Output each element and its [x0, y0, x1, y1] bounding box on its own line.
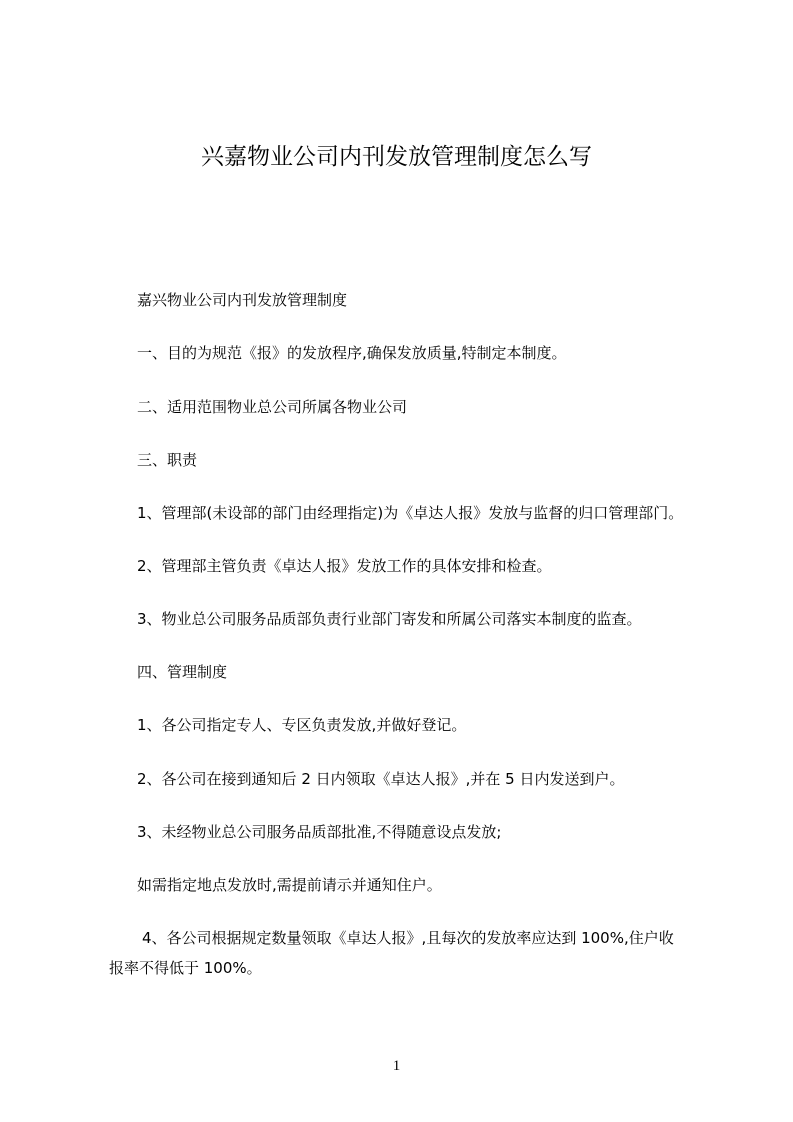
- page-number: 1: [392, 1058, 401, 1074]
- rule-item-2: 2、各公司在接到通知后 2 日内领取《卓达人报》,并在 5 日内发送到户。: [137, 770, 625, 788]
- rule-item-1: 1、各公司指定专人、专区负责发放,并做好登记。: [137, 716, 467, 734]
- subtitle-line: 嘉兴物业公司内刊发放管理制度: [137, 291, 348, 309]
- rule-item-4-continued: 报率不得低于 100%。: [109, 959, 262, 977]
- rule-item-3-continued: 如需指定地点发放时,需提前请示并通知住户。: [137, 876, 442, 894]
- duty-item-3: 3、物业总公司服务品质部负责行业部门寄发和所属公司落实本制度的监查。: [137, 610, 642, 628]
- paragraph-scope: 二、适用范围物业总公司所属各物业公司: [137, 398, 408, 416]
- paragraph-purpose: 一、目的为规范《报》的发放程序,确保发放质量,特制定本制度。: [137, 344, 567, 362]
- section-heading-rules: 四、管理制度: [137, 663, 228, 681]
- rule-item-4: 4、各公司根据规定数量领取《卓达人报》,且每次的发放率应达到 100%,住户收: [142, 929, 674, 947]
- rule-item-3: 3、未经物业总公司服务品质部批准,不得随意设点发放;: [137, 823, 502, 841]
- duty-item-1: 1、管理部(未设部的部门由经理指定)为《卓达人报》发放与监督的归口管理部门。: [137, 504, 684, 522]
- duty-item-2: 2、管理部主管负责《卓达人报》发放工作的具体安排和检查。: [137, 557, 552, 575]
- document-title: 兴嘉物业公司内刊发放管理制度怎么写: [201, 144, 592, 170]
- section-heading-duties: 三、职责: [137, 451, 198, 469]
